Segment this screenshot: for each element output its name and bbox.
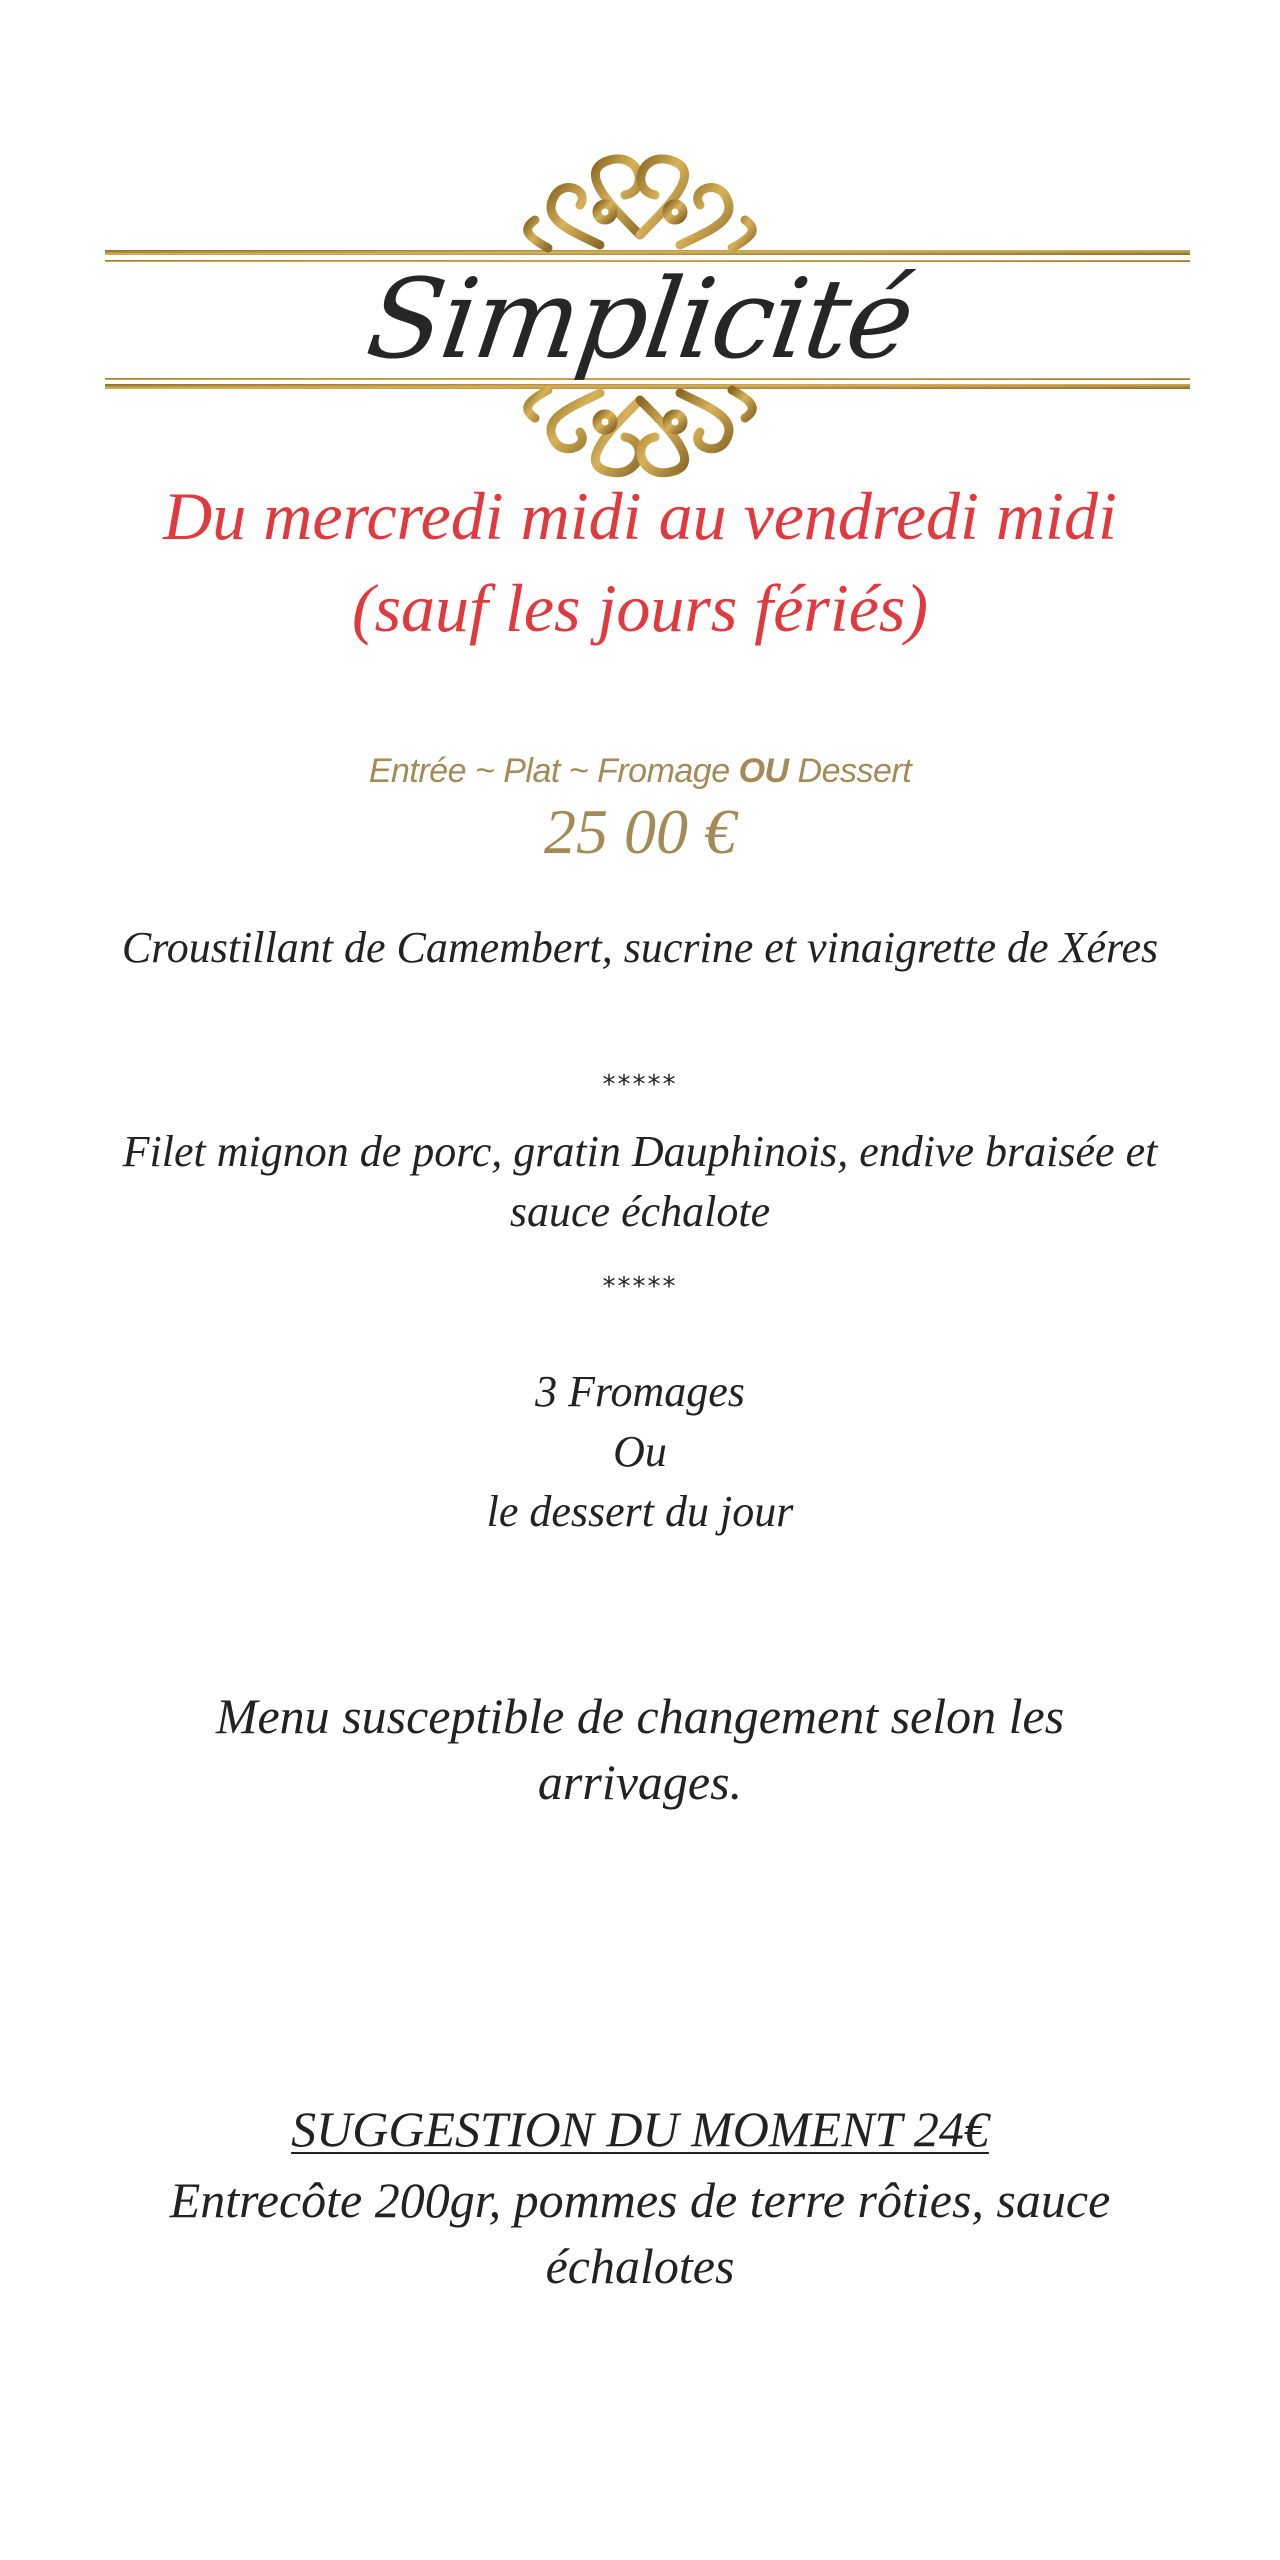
formula-courses: Entrée ~ Plat ~ Fromage — [368, 752, 739, 790]
main-dish-line-2: sauce échalote — [509, 1187, 771, 1236]
starter-dish: Croustillant de Camembert, sucrine et vinaigrette de Xéres — [121, 923, 1159, 972]
suggestion-title: SUGGESTION DU MOMENT 24€ — [291, 2101, 989, 2157]
suggestion-line-1: Entrecôte 200gr, pommes de terre rôties, sauce — [169, 2172, 1111, 2228]
menu-price: 25 00 € — [544, 796, 736, 867]
cheese-option: 3 Fromages — [535, 1367, 745, 1416]
bottom-flourish — [528, 390, 753, 473]
separator-1: ***** — [602, 1070, 678, 1100]
or-text: Ou — [613, 1427, 667, 1476]
bottom-rule — [105, 384, 1190, 389]
separator-2: ***** — [602, 1272, 678, 1302]
dessert-option: le dessert du jour — [486, 1487, 794, 1536]
schedule-line-1: Du mercredi midi au vendredi midi — [163, 478, 1117, 554]
main-dish — [0, 1122, 1280, 1242]
main-dish-line-1: Filet mignon de porc, gratin Dauphinois, endive braisée et — [122, 1127, 1158, 1176]
schedule-text — [0, 470, 1280, 654]
note-line-2: arrivages. — [537, 1754, 743, 1810]
menu-change-note — [0, 1683, 1280, 1815]
top-flourish — [528, 159, 753, 248]
note-line-1: Menu susceptible de changement selon les — [215, 1688, 1065, 1744]
cheese-dessert-block — [0, 1362, 1280, 1542]
suggestion-description — [0, 2167, 1280, 2299]
formula-line — [0, 752, 1280, 791]
menu-title: Simplicité — [360, 255, 920, 383]
suggestion-line-2: échalotes — [545, 2238, 735, 2294]
schedule-line-2: (sauf les jours fériés) — [351, 570, 929, 646]
formula-dessert: Dessert — [788, 752, 912, 790]
formula-or: OU — [738, 752, 789, 790]
